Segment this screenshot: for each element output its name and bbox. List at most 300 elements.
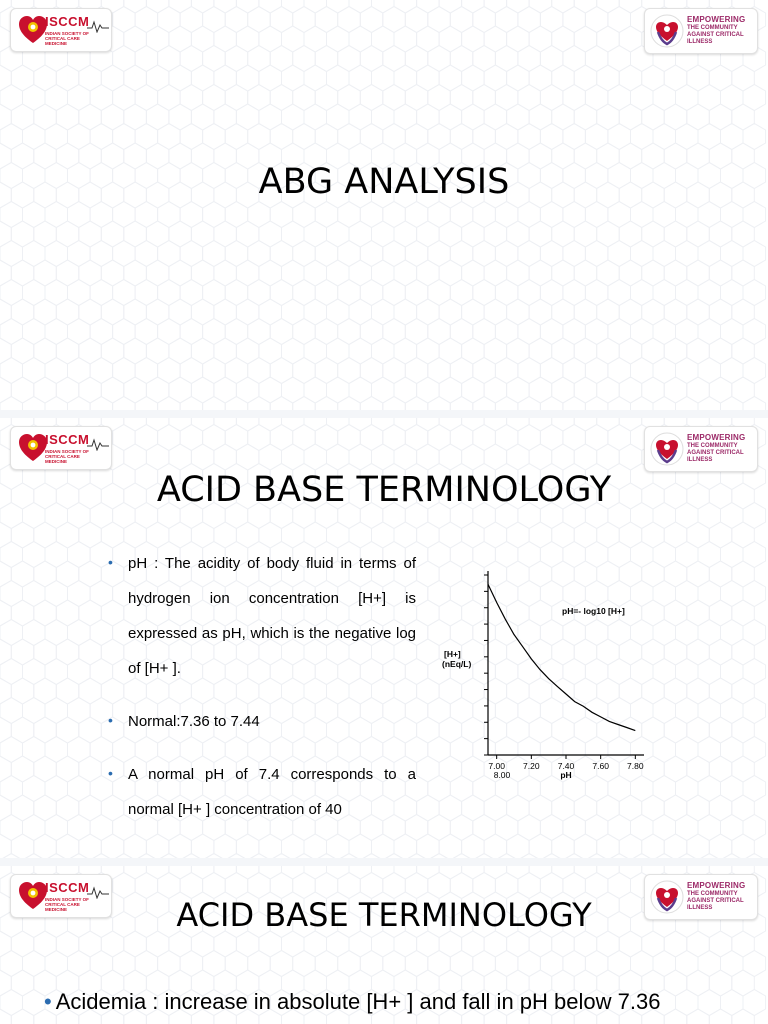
hexagon-shape <box>676 951 699 977</box>
hexagon-shape <box>687 834 710 858</box>
hexagon-shape <box>676 620 699 646</box>
hexagon-shape <box>11 1009 34 1024</box>
hexagon-shape <box>338 873 361 899</box>
hexagon-shape <box>631 241 654 267</box>
hexagon-shape <box>214 522 237 548</box>
bullet-item <box>108 546 416 686</box>
hexagon-shape <box>180 319 203 345</box>
hexagon-shape <box>518 7 541 33</box>
hexagon-shape <box>259 444 282 470</box>
hexagon-shape <box>405 397 428 411</box>
hexagon-shape <box>11 522 34 548</box>
hexagon-shape <box>169 260 192 286</box>
hexagon-shape <box>11 931 34 957</box>
hexagon-shape <box>259 26 282 52</box>
hexagon-shape <box>450 46 473 72</box>
hexagon-shape <box>552 444 575 470</box>
hexagon-shape <box>113 46 136 72</box>
hexagon-shape <box>304 65 327 91</box>
hexagon-shape <box>721 815 744 841</box>
hexagon-shape <box>664 65 687 91</box>
hexagon-shape <box>0 65 11 91</box>
hexagon-shape <box>439 931 462 957</box>
hexagon-shape <box>113 241 136 267</box>
hexagon-shape <box>383 85 406 111</box>
hexagon-shape <box>597 260 620 286</box>
hexagon-shape <box>236 221 259 247</box>
hexagon-shape <box>484 418 507 431</box>
hexagon-shape <box>45 659 68 685</box>
hexagon-shape <box>462 26 485 52</box>
hexagon-shape <box>563 85 586 111</box>
hexagon-shape <box>405 7 428 33</box>
hexagon-shape <box>462 377 485 403</box>
hexagon-shape <box>236 931 259 957</box>
hexagon-shape <box>225 7 248 33</box>
hexagon-shape <box>327 418 350 431</box>
isccm-name: ISCCM <box>45 432 90 447</box>
hexagon-shape <box>417 221 440 247</box>
hexagon-shape <box>191 866 214 879</box>
hexagon-shape <box>101 221 124 247</box>
hexagon-shape <box>56 639 79 665</box>
hexagon-shape <box>169 104 192 130</box>
hexagon-shape <box>653 124 676 150</box>
hexagon-shape <box>664 834 687 858</box>
hexagon-shape <box>158 7 181 33</box>
hexagon-shape <box>540 46 563 72</box>
hexagon-shape <box>124 418 147 431</box>
hexagon-shape <box>135 241 158 267</box>
hexagon-shape <box>0 600 11 626</box>
hexagon-shape <box>158 85 181 111</box>
hexagon-shape <box>304 931 327 957</box>
hexagon-shape <box>225 854 248 859</box>
hexagon-shape <box>158 46 181 72</box>
hexagon-shape <box>552 221 575 247</box>
hexagon-shape <box>338 46 361 72</box>
hexagon-shape <box>619 0 642 13</box>
hexagon-shape <box>631 951 654 977</box>
hexagon-shape <box>439 522 462 548</box>
hexagon-shape <box>721 620 744 646</box>
hexagon-shape <box>619 866 642 879</box>
hexagon-shape <box>732 717 755 743</box>
hexagon-shape <box>743 815 766 841</box>
hexagon-shape <box>698 542 721 568</box>
hexagon-shape <box>56 377 79 403</box>
bullet-item <box>108 704 416 739</box>
bullet-text: A normal pH of 7.4 corresponds to a normal [H+ ] concentration of 40 <box>128 766 416 818</box>
hexagon-shape <box>236 522 259 548</box>
hexagon-shape <box>529 834 552 858</box>
hexagon-shape <box>349 377 372 403</box>
hexagon-shape <box>248 7 271 33</box>
hexagon-shape <box>0 542 23 568</box>
hexagon-shape <box>90 358 113 384</box>
hexagon-shape <box>450 241 473 267</box>
hexagon-shape <box>34 834 57 858</box>
hexagon-shape <box>473 397 496 411</box>
hexagon-shape <box>0 717 11 743</box>
hexagon-shape <box>282 418 305 431</box>
hexagon-shape <box>495 358 518 384</box>
hexagon-shape <box>721 280 744 306</box>
hexagon-shape <box>653 280 676 306</box>
hexagon-shape <box>428 46 451 72</box>
hexagon-shape <box>349 299 372 325</box>
hexagon-shape <box>518 951 541 977</box>
hexagon-shape <box>158 873 181 899</box>
hexagon-shape <box>631 397 654 411</box>
hexagon-shape <box>293 280 316 306</box>
hexagon-shape <box>417 299 440 325</box>
hexagon-shape <box>484 221 507 247</box>
hexagon-shape <box>462 338 485 364</box>
hexagon-shape <box>507 26 529 52</box>
hexagon-shape <box>293 241 316 267</box>
hexagon-shape <box>90 280 113 306</box>
hexagon-shape <box>248 397 271 411</box>
hexagon-shape <box>372 65 395 91</box>
hexagon-shape <box>518 280 541 306</box>
hexagon-shape <box>225 358 248 384</box>
slide-title: ABG ANALYSIS <box>258 162 510 202</box>
hexagon-shape <box>113 854 136 859</box>
hexagon-shape <box>698 737 721 763</box>
hexagon-shape <box>79 260 102 286</box>
hexagon-shape <box>180 951 203 977</box>
hexagon-shape <box>518 358 541 384</box>
hexagon-shape <box>698 202 721 228</box>
hexagon-shape <box>462 221 485 247</box>
hexagon-shape <box>597 866 620 879</box>
hexagon-shape <box>135 202 158 228</box>
hexagon-shape <box>0 561 11 587</box>
hexagon-shape <box>552 418 575 431</box>
hexagon-shape <box>473 951 496 977</box>
hexagon-shape <box>552 377 575 403</box>
hexagon-shape <box>585 280 608 306</box>
hexagon-shape <box>146 0 169 13</box>
hexagon-shape <box>259 522 282 548</box>
hexagon-shape <box>687 221 710 247</box>
hexagon-shape <box>360 241 383 267</box>
hexagon-shape <box>79 756 102 782</box>
terminology-slide-2 <box>0 866 768 1024</box>
hexagon-shape <box>417 522 440 548</box>
hexagon-shape <box>585 202 608 228</box>
hexagon-shape <box>56 834 79 858</box>
hexagon-shape <box>676 85 699 111</box>
hexagon-shape <box>315 397 338 411</box>
hexagon-shape <box>574 377 597 403</box>
hexagon-shape <box>158 951 181 977</box>
hexagon-shape <box>180 7 203 33</box>
hexagon-shape <box>597 444 620 470</box>
hexagon-shape <box>315 85 338 111</box>
hexagon-shape <box>439 260 462 286</box>
hexagon-shape <box>417 104 440 130</box>
hexagon-shape <box>191 522 214 548</box>
hexagon-shape <box>68 319 91 345</box>
hexagon-shape <box>158 397 181 411</box>
hexagon-shape <box>225 873 248 899</box>
hexagon-shape <box>259 104 282 130</box>
hexagon-shape <box>225 280 248 306</box>
hexagon-shape <box>405 46 428 72</box>
hexagon-shape <box>45 854 68 859</box>
hexagon-shape <box>428 951 451 977</box>
hexagon-shape <box>383 873 406 899</box>
hexagon-shape <box>462 866 485 879</box>
hexagon-shape <box>585 425 608 451</box>
hexagon-shape <box>721 85 744 111</box>
hexagon-shape <box>608 397 631 411</box>
hexagon-shape <box>360 7 383 33</box>
empowering-subtitle: THE COMMUNITY AGAINST CRITICAL ILLNESS <box>687 443 744 463</box>
hexagon-shape <box>473 85 496 111</box>
hexagon-shape <box>270 85 293 111</box>
hexagon-shape <box>23 620 46 646</box>
hexagon-shape <box>664 970 687 996</box>
hexagon-shape <box>597 65 620 91</box>
hexagon-shape <box>315 202 338 228</box>
hexagon-shape <box>79 639 102 665</box>
hexagon-shape <box>0 854 23 859</box>
hexagon-shape <box>574 221 597 247</box>
hexagon-shape <box>360 397 383 411</box>
hexagon-shape <box>349 931 372 957</box>
hexagon-shape <box>214 377 237 403</box>
hexagon-shape <box>113 85 136 111</box>
hexagon-shape <box>428 124 451 150</box>
hexagon-shape <box>473 358 496 384</box>
hexagon-shape <box>676 737 699 763</box>
hexagon-shape <box>743 776 766 802</box>
hexagon-shape <box>338 397 361 411</box>
hexagon-shape <box>180 46 203 72</box>
hexagon-shape <box>360 951 383 977</box>
hexagon-shape <box>383 425 406 451</box>
hexagon-shape <box>676 124 699 150</box>
hexagon-shape <box>191 0 214 13</box>
hexagon-shape <box>552 299 575 325</box>
hexagon-shape <box>698 620 721 646</box>
hexagon-shape <box>709 600 732 626</box>
hexagon-shape <box>34 639 57 665</box>
hexagon-shape <box>259 0 282 13</box>
hexagon-shape <box>653 241 676 267</box>
hexagon-shape <box>721 124 744 150</box>
hexagon-shape <box>631 358 654 384</box>
hexagon-shape <box>676 659 699 685</box>
hexagon-shape <box>597 931 620 957</box>
hexagon-shape <box>34 299 57 325</box>
hexagon-shape <box>225 46 248 72</box>
hexagon-shape <box>405 951 428 977</box>
hexagon-shape <box>529 377 552 403</box>
hexagon-shape <box>709 377 732 403</box>
hexagon-shape <box>236 444 259 470</box>
hexagon-shape <box>585 46 608 72</box>
hexagon-shape <box>721 776 744 802</box>
hexagon-shape <box>372 0 395 13</box>
hexagon-shape <box>338 280 361 306</box>
hexagon-shape <box>0 737 23 763</box>
hexagon-shape <box>743 620 766 646</box>
hexagon-shape <box>585 241 608 267</box>
hexagon-shape <box>642 377 665 403</box>
hexagon-shape <box>327 522 350 548</box>
hexagon-shape <box>405 358 428 384</box>
hexagon-shape <box>698 951 721 977</box>
hexagon-shape <box>439 377 462 403</box>
hexagon-shape <box>68 815 91 841</box>
hexagon-shape <box>248 854 271 859</box>
hexagon-shape <box>394 418 417 431</box>
hexagon-shape <box>619 522 642 548</box>
hexagon-shape <box>608 202 631 228</box>
hexagon-shape <box>248 873 271 899</box>
hexagon-shape <box>743 202 766 228</box>
community-hands-icon <box>650 14 684 48</box>
hexagon-shape <box>450 397 473 411</box>
hexagon-shape <box>236 338 259 364</box>
hexagon-shape <box>338 425 361 451</box>
hexagon-shape <box>732 65 755 91</box>
hexagon-shape <box>732 561 755 587</box>
hexagon-shape <box>709 931 732 957</box>
hexagon-shape <box>0 620 23 646</box>
hexagon-shape <box>721 659 744 685</box>
hexagon-shape <box>191 260 214 286</box>
hexagon-shape <box>236 377 259 403</box>
hexagon-shape <box>23 397 46 411</box>
hexagon-shape <box>327 260 350 286</box>
x-tick-label: 7.60 <box>592 761 609 771</box>
hexagon-shape <box>23 815 46 841</box>
hexagon-shape <box>270 854 293 859</box>
x-extra-tick-label: 8.00 <box>493 770 511 780</box>
hexagon-shape <box>79 104 102 130</box>
hexagon-shape <box>394 522 417 548</box>
hexagon-shape <box>417 866 440 879</box>
hexagon-shape <box>585 854 608 859</box>
hexagon-shape <box>56 260 79 286</box>
hexagon-shape <box>236 65 259 91</box>
hexagon-shape <box>79 561 102 587</box>
hexagon-shape <box>90 85 113 111</box>
hexagon-shape <box>653 358 676 384</box>
hexagon-shape <box>698 358 721 384</box>
hexagon-shape <box>101 377 124 403</box>
hexagon-shape <box>79 299 102 325</box>
hexagon-shape <box>664 338 687 364</box>
hexagon-shape <box>743 85 766 111</box>
hexagon-shape <box>225 85 248 111</box>
hexagon-shape <box>585 873 608 899</box>
hexagon-shape <box>282 866 305 879</box>
hexagon-shape <box>79 522 102 548</box>
hexagon-shape <box>180 425 203 451</box>
hexagon-shape <box>282 221 305 247</box>
hexagon-shape <box>270 124 293 150</box>
hexagon-shape <box>68 397 91 411</box>
hexagon-shape <box>495 425 518 451</box>
hexagon-shape <box>518 241 541 267</box>
hexagon-shape <box>709 795 732 821</box>
hexagon-shape <box>113 7 136 33</box>
hexagon-shape <box>180 280 203 306</box>
hexagon-shape <box>0 85 23 111</box>
hexagon-shape <box>540 7 563 33</box>
hexagon-shape <box>56 104 79 130</box>
hexagon-shape <box>259 377 282 403</box>
hexagon-shape <box>484 444 507 470</box>
hexagon-shape <box>372 377 395 403</box>
hexagon-shape <box>563 280 586 306</box>
hexagon-shape <box>90 397 113 411</box>
hexagon-shape <box>495 280 518 306</box>
hexagon-shape <box>23 951 46 977</box>
y-axis-label-unit: (nEq/L) <box>442 659 472 669</box>
hexagon-shape <box>507 221 529 247</box>
hexagon-shape <box>23 358 46 384</box>
hexagon-shape <box>0 377 11 403</box>
hexagon-shape <box>180 397 203 411</box>
hexagon-shape <box>146 931 169 957</box>
hexagon-shape <box>687 260 710 286</box>
hexagon-shape <box>23 581 46 607</box>
hexagon-shape <box>552 866 575 879</box>
hexagon-shape <box>417 795 440 821</box>
hexagon-shape <box>394 260 417 286</box>
hexagon-shape <box>372 522 395 548</box>
hexagon-shape <box>282 522 305 548</box>
hexagon-shape <box>203 46 226 72</box>
hexagon-shape <box>383 124 406 150</box>
hexagon-shape <box>225 241 248 267</box>
hexagon-shape <box>135 873 158 899</box>
hexagon-shape <box>191 444 214 470</box>
hexagon-shape <box>282 65 305 91</box>
hexagon-shape <box>495 951 518 977</box>
hexagon-shape <box>619 104 642 130</box>
hexagon-shape <box>282 260 305 286</box>
hexagon-shape <box>574 0 597 13</box>
hexagon-shape <box>619 377 642 403</box>
hexagon-shape <box>315 241 338 267</box>
hexagon-shape <box>146 444 169 470</box>
hexagon-shape <box>23 698 46 724</box>
hexagon-shape <box>293 202 316 228</box>
hexagon-shape <box>732 299 755 325</box>
hexagon-shape <box>732 931 755 957</box>
hexagon-shape <box>518 85 541 111</box>
hexagon-shape <box>68 124 91 150</box>
hexagon-shape <box>236 260 259 286</box>
hexagon-shape <box>664 795 687 821</box>
hexagon-shape <box>214 26 237 52</box>
hexagon-shape <box>721 319 744 345</box>
hexagon-shape <box>45 397 68 411</box>
hexagon-shape <box>405 124 428 150</box>
hexagon-shape <box>383 358 406 384</box>
hexagon-shape <box>34 795 57 821</box>
hexagon-shape <box>709 834 732 858</box>
hexagon-shape <box>259 931 282 957</box>
